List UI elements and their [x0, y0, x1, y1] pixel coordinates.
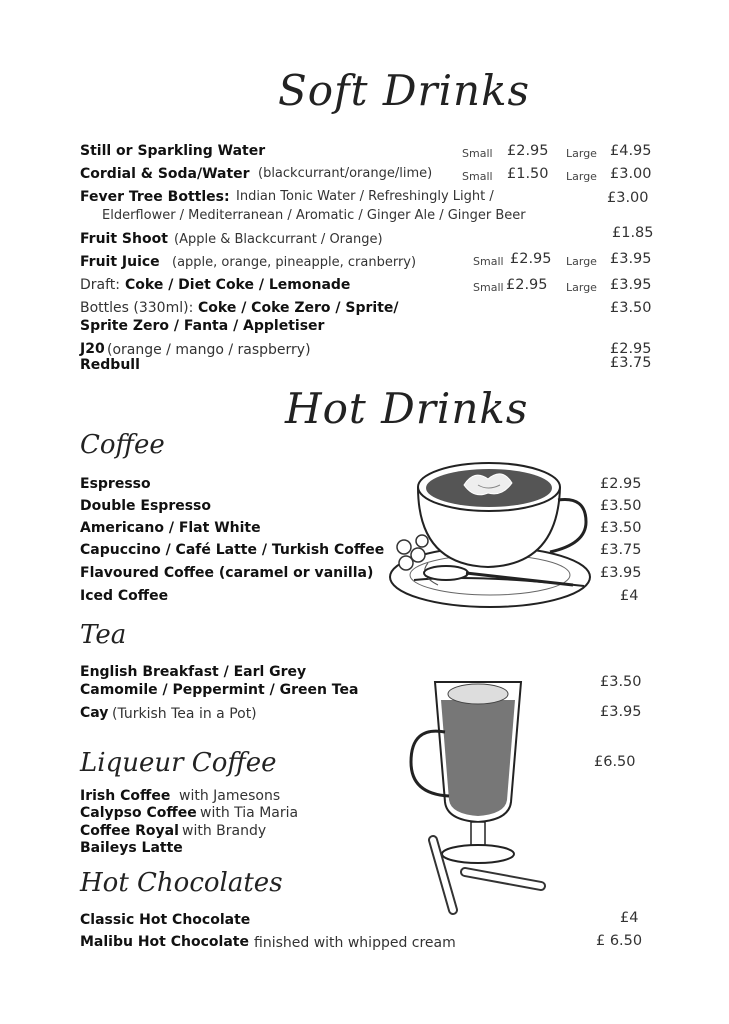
fruit-juice-name: Fruit Juice: [80, 254, 160, 270]
liqueur-title: Liqueur Coffee: [80, 748, 277, 778]
liqueur-item-name: Irish Coffee: [80, 788, 171, 804]
liqueur-price: £6.50: [594, 754, 636, 770]
liqueur-item-name: Baileys Latte: [80, 840, 183, 856]
water-large-price: £4.95: [610, 143, 652, 159]
water-small-price: £2.95: [507, 143, 549, 159]
bottles-price: £3.50: [610, 300, 652, 316]
tea-line-2: Camomile / Peppermint / Green Tea: [80, 682, 359, 698]
coffee-title: Coffee: [80, 430, 165, 460]
coffee-cup-illustration: [378, 455, 593, 615]
fruit-shoot-name: Fruit Shoot: [80, 231, 168, 247]
draft-large-label: Large: [566, 281, 597, 294]
fever-name: Fever Tree Bottles:: [80, 189, 230, 205]
tea-title: Tea: [80, 620, 127, 650]
draft-small-price: £2.95: [506, 277, 548, 293]
malibu-hot-chocolate-note: finished with whipped cream: [254, 935, 456, 951]
draft-large-price: £3.95: [610, 277, 652, 293]
fruit-juice-large-label: Large: [566, 255, 597, 268]
bottles-prefix: Bottles (330ml):: [80, 300, 194, 316]
liqueur-item-name: Coffee Royal: [80, 823, 179, 839]
tea-line-1: English Breakfast / Earl Grey: [80, 664, 307, 680]
coffee-item-price: £3.50: [600, 520, 642, 536]
fruit-shoot-note: (Apple & Blackcurrant / Orange): [174, 232, 383, 247]
fruit-shoot-price: £1.85: [612, 225, 654, 241]
fruit-juice-small-price: £2.95: [510, 251, 552, 267]
cay-price: £3.95: [600, 704, 642, 720]
liqueur-item-note: with Tia Maria: [200, 805, 299, 821]
redbull-price: £3.75: [610, 355, 652, 371]
cordial-small-label: Small: [462, 170, 493, 183]
cay-name: Cay: [80, 705, 109, 721]
malibu-hot-chocolate-price: £ 6.50: [596, 933, 643, 949]
water-large-label: Large: [566, 147, 597, 160]
bottles-name-2: Sprite Zero / Fanta / Appletiser: [80, 318, 325, 334]
tea-glass-illustration: [405, 672, 555, 922]
redbull-name: Redbull: [80, 357, 140, 373]
draft-name: Coke / Diet Coke / Lemonade: [125, 277, 351, 293]
soft-drinks-title: Soft Drinks: [278, 66, 531, 115]
coffee-item-name: Flavoured Coffee (caramel or vanilla): [80, 565, 374, 581]
cay-note: (Turkish Tea in a Pot): [112, 706, 257, 722]
coffee-item-name: Americano / Flat White: [80, 520, 261, 536]
coffee-item-price: £4: [620, 588, 639, 604]
coffee-item-name: Iced Coffee: [80, 588, 169, 604]
hot-chocolates-title: Hot Chocolates: [80, 868, 283, 898]
fruit-juice-small-label: Small: [473, 255, 504, 268]
bottles-name: Coke / Coke Zero / Sprite/: [198, 300, 399, 316]
liqueur-item-note: with Jamesons: [179, 788, 281, 804]
hot-drinks-title: Hot Drinks: [285, 384, 529, 433]
cordial-note: (blackcurrant/orange/lime): [258, 166, 433, 181]
fever-note: Indian Tonic Water / Refreshingly Light /: [236, 189, 494, 204]
water-name: Still or Sparkling Water: [80, 143, 266, 159]
classic-hot-chocolate-price: £4: [620, 910, 639, 926]
coffee-item-name: Double Espresso: [80, 498, 211, 514]
water-small-label: Small: [462, 147, 493, 160]
fever-price: £3.00: [607, 190, 649, 206]
coffee-item-price: £3.50: [600, 498, 642, 514]
coffee-item-price: £3.75: [600, 542, 642, 558]
cordial-small-price: £1.50: [507, 166, 549, 182]
cordial-name: Cordial & Soda/Water: [80, 166, 250, 182]
j20-price: £2.95: [610, 341, 652, 357]
malibu-hot-chocolate-name: Malibu Hot Chocolate: [80, 934, 249, 950]
tea-price: £3.50: [600, 674, 642, 690]
coffee-item-price: £2.95: [600, 476, 642, 492]
coffee-item-price: £3.95: [600, 565, 642, 581]
draft-prefix: Draft:: [80, 277, 121, 293]
classic-hot-chocolate-name: Classic Hot Chocolate: [80, 912, 251, 928]
liqueur-item-name: Calypso Coffee: [80, 805, 197, 821]
j20-name: J20: [80, 341, 105, 357]
draft-small-label: Small: [473, 281, 504, 294]
fruit-juice-note: (apple, orange, pineapple, cranberry): [172, 255, 417, 270]
j20-note: (orange / mango / raspberry): [107, 342, 311, 358]
fruit-juice-large-price: £3.95: [610, 251, 652, 267]
coffee-item-name: Espresso: [80, 476, 151, 492]
fever-note-2: Elderflower / Mediterranean / Aromatic / Ginger Ale / Ginger Beer: [102, 208, 526, 223]
liqueur-item-note: with Brandy: [182, 823, 267, 839]
cordial-large-price: £3.00: [610, 166, 652, 182]
cordial-large-label: Large: [566, 170, 597, 183]
coffee-item-name: Capuccino / Café Latte / Turkish Coffee: [80, 542, 385, 558]
